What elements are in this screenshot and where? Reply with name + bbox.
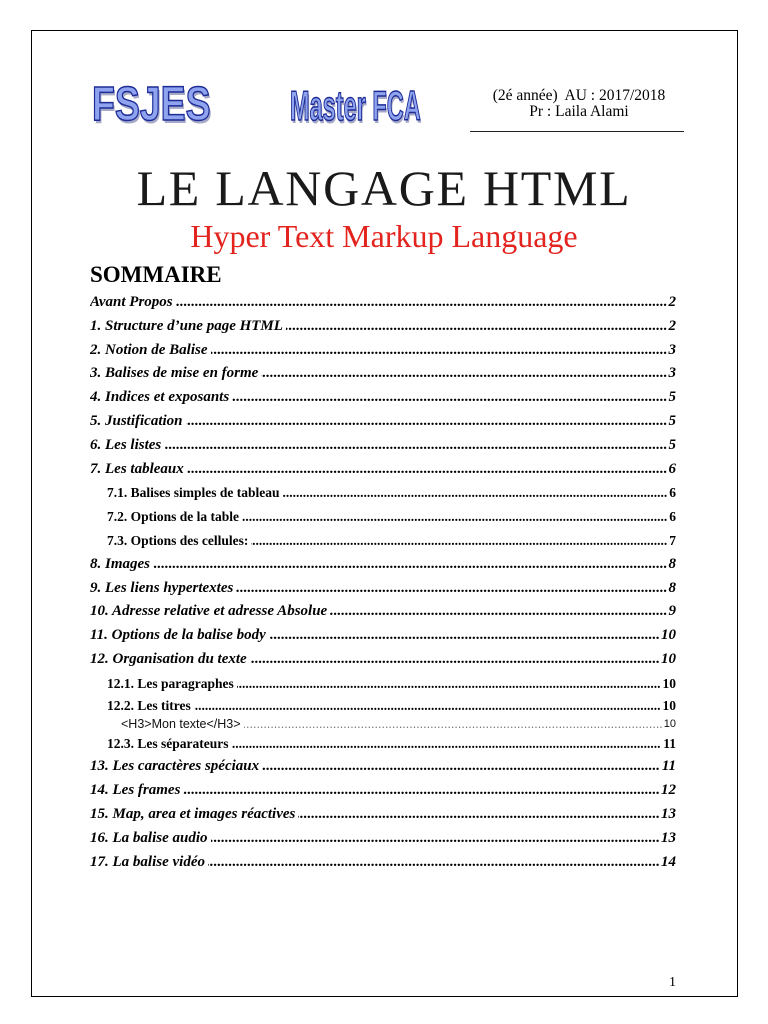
toc-entry-label: 3. Balises de mise en forme [90, 365, 261, 381]
toc-entry [90, 803, 676, 827]
toc-entry [90, 410, 676, 434]
professor-name: Pr : Laila Alami [529, 103, 629, 120]
toc-entry [90, 458, 676, 482]
toc-entry-page: 6 [667, 505, 676, 529]
toc-subentry [90, 672, 676, 696]
toc-subentry [90, 732, 676, 756]
toc-entry-label: 5. Justification [90, 413, 186, 429]
academic-year: (2é année) AU : 2017/2018 [492, 87, 666, 104]
toc-entry-label: 7.2. Options de la table [107, 509, 242, 524]
course-info [479, 88, 679, 120]
toc-entry-label: 17. La balise vidéo [90, 854, 208, 870]
toc-entry-page: 8 [667, 577, 677, 601]
toc-entry-page: 5 [667, 386, 677, 410]
toc-entry [90, 315, 676, 339]
toc-entry-page: 8 [667, 553, 677, 577]
toc-entry-label: 12.2. Les titres [107, 698, 194, 713]
toc-entry-page: 10 [663, 717, 676, 730]
toc-code-entry [90, 716, 676, 732]
toc-entry [90, 851, 676, 875]
toc-entry [90, 339, 676, 363]
toc-entry-label: 16. La balise audio [90, 830, 211, 846]
toc-entry-page: 5 [667, 410, 677, 434]
page-number: 1 [669, 975, 676, 990]
toc-entry-page: 5 [667, 434, 677, 458]
toc-entry-page: 9 [667, 600, 677, 624]
toc-entry [90, 600, 676, 624]
document-subtitle: Hyper Text Markup Language [190, 218, 578, 254]
toc-entry-label: 6. Les listes [90, 437, 164, 453]
toc-entry-label: 2. Notion de Balise [90, 342, 211, 358]
toc-subentry [90, 696, 676, 716]
toc-entry-page: 13 [659, 827, 676, 851]
toc-entry-page: 10 [659, 624, 676, 648]
toc-entry-page: 14 [659, 851, 676, 875]
toc-entry-page: 11 [661, 732, 676, 756]
toc-entry-page: 13 [659, 803, 676, 827]
toc-entry-page: 10 [659, 648, 676, 672]
toc-entry-label: 12. Organisation du texte [90, 651, 250, 667]
toc-entry-label: 14. Les frames [90, 782, 183, 798]
toc-entry-page: 2 [667, 291, 677, 315]
toc-entry-page: 11 [660, 755, 676, 779]
toc-entry-label: 12.1. Les paragraphes [107, 676, 237, 691]
toc-entry [90, 577, 676, 601]
toc-entry-label: 4. Indices et exposants [90, 389, 232, 405]
toc-entry-label: 15. Map, area et images réactives [90, 806, 298, 822]
toc-entry [90, 386, 676, 410]
toc-entry-label: <H3>Mon texte</H3> [121, 717, 244, 731]
toc-entry-label: 10. Adresse relative et adresse Absolue [90, 603, 330, 619]
toc-entry-page: 3 [667, 362, 677, 386]
toc-entry [90, 362, 676, 386]
table-of-contents [90, 291, 676, 874]
toc-entry-label: 11. Options de la balise body [90, 627, 269, 643]
toc-entry [90, 648, 676, 672]
toc-entry-label: 9. Les liens hypertextes [90, 580, 236, 596]
toc-entry-page: 10 [661, 696, 677, 716]
toc-entry-page: 12 [659, 779, 676, 803]
toc-entry-label: 7.1. Balises simples de tableau [107, 485, 283, 500]
toc-entry-label: 1. Structure d’une page HTML [90, 318, 286, 334]
header-divider [470, 131, 684, 132]
toc-entry [90, 291, 676, 315]
toc-entry-label: Avant Propos [90, 294, 176, 310]
toc-entry [90, 755, 676, 779]
toc-entry-label: 8. Images [90, 556, 153, 572]
toc-entry-label: 7. Les tableaux [90, 461, 187, 477]
toc-subentry [90, 529, 676, 553]
toc-entry-page: 6 [667, 481, 676, 505]
toc-entry [90, 779, 676, 803]
document-title: LE LANGAGE HTML [136, 160, 632, 216]
toc-heading: SOMMAIRE [90, 262, 222, 287]
master-fca-logo: Master FCA [290, 82, 421, 129]
toc-subentry [90, 481, 676, 505]
toc-entry [90, 553, 676, 577]
toc-entry-page: 6 [667, 458, 677, 482]
toc-entry-label: 7.3. Options des cellules: [107, 533, 251, 548]
toc-entry-page: 10 [661, 672, 677, 696]
toc-entry-page: 3 [667, 339, 677, 363]
fsjes-logo: FSJES [92, 78, 211, 131]
toc-entry-label: 12.3. Les séparateurs [107, 736, 232, 751]
toc-entry-label: 13. Les caractères spéciaux [90, 758, 262, 774]
toc-entry-page: 2 [667, 315, 677, 339]
toc-entry-page: 7 [667, 529, 676, 553]
toc-entry [90, 624, 676, 648]
toc-entry [90, 827, 676, 851]
toc-entry [90, 434, 676, 458]
toc-subentry [90, 505, 676, 529]
